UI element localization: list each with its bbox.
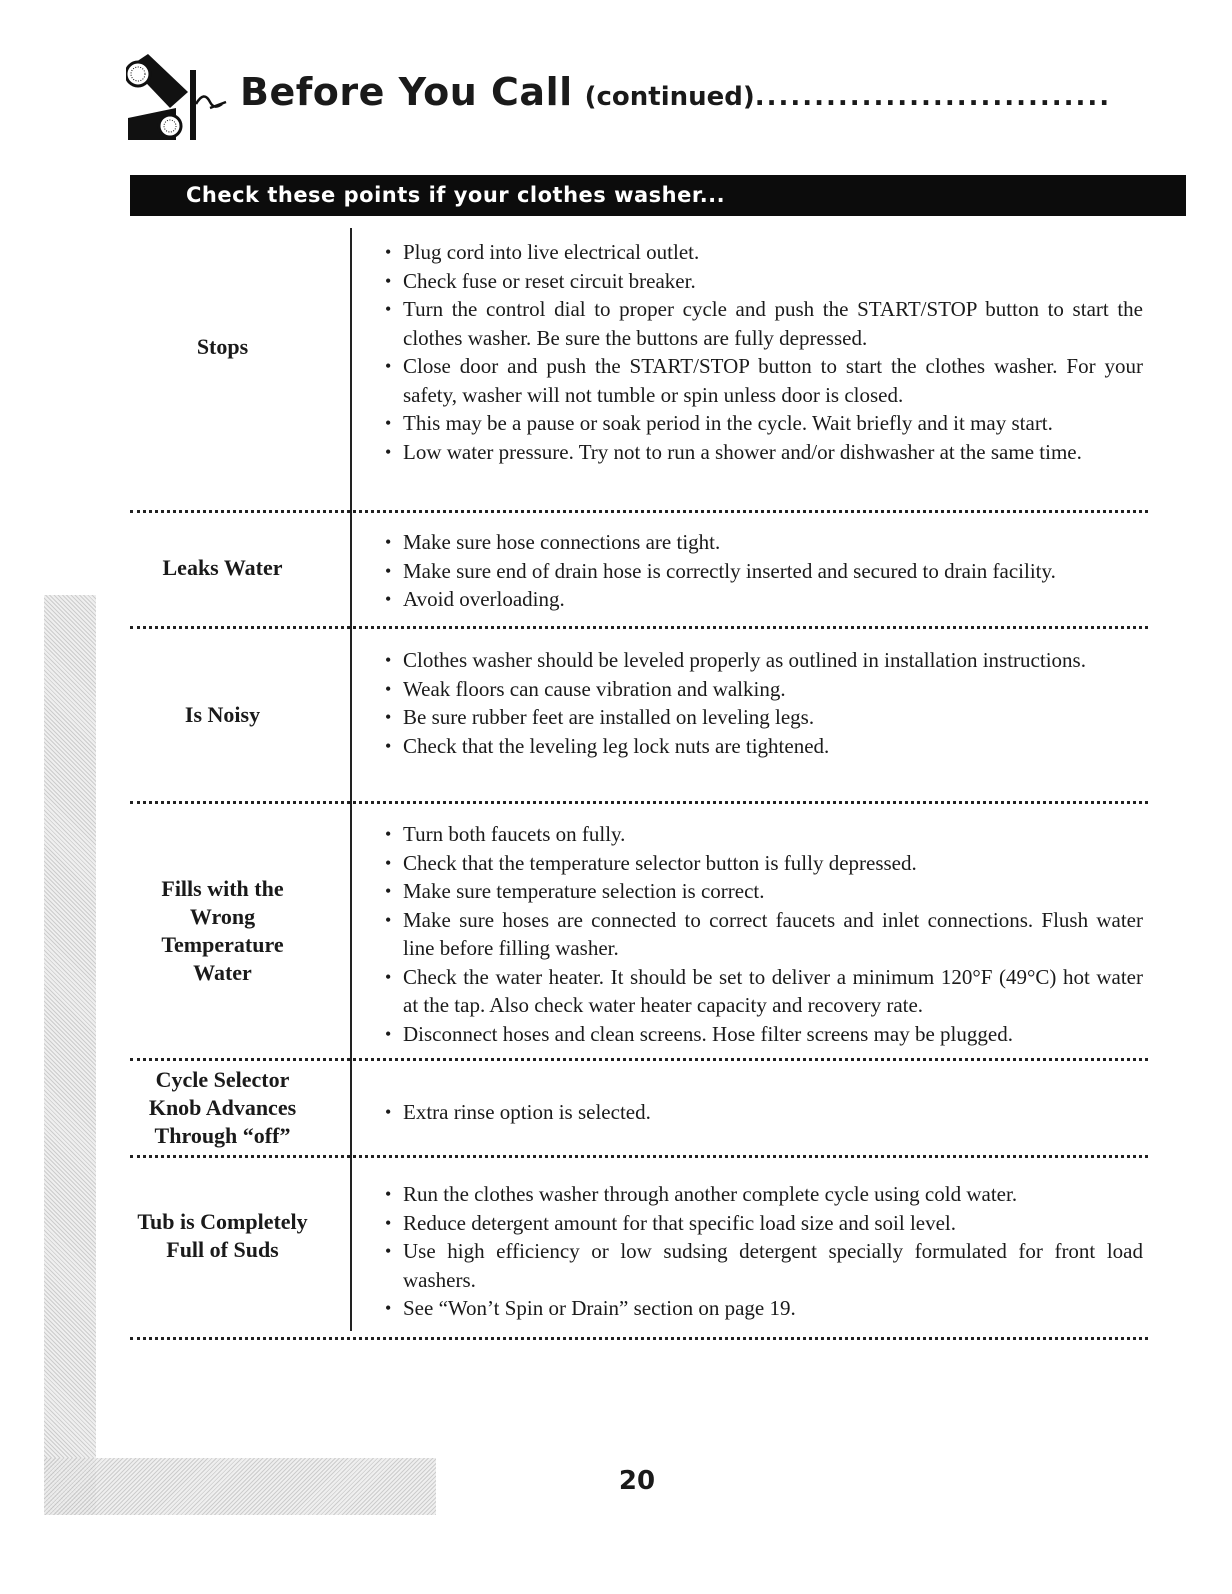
list-item: • Make sure temperature selection is correct. [385,877,1143,906]
solution-list [385,1180,1143,1323]
list-item: • Check the water heater. It should be set to deliver a minimum 120°F (49°C) hot water at the tap. Also check water heater capacity and recovery rate. [385,963,1143,1020]
appliance-logo-icon [126,52,246,144]
list-item: • Check that the leveling leg lock nuts are tightened. [385,732,1143,761]
list-item: • Make sure hoses are connected to correct faucets and inlet connections. Flush water line before filling washer. [385,906,1143,963]
list-item: • Clothes washer should be leveled properly as outlined in installation instructions. [385,646,1143,675]
dotted-separator [130,1337,1148,1340]
title-leader-dots: .............................. [754,82,1112,112]
problem-label: Cycle Selector Knob Advances Through “off” [148,1067,297,1148]
list-item: • Avoid overloading. [385,585,1143,614]
dotted-separator [130,1155,1148,1158]
list-item: • Turn the control dial to proper cycle and push the START/STOP button to start the clothes washer. Be sure the buttons are fully depressed. [385,295,1143,352]
list-item: • This may be a pause or soak period in the cycle. Wait briefly and it may start. [385,409,1143,438]
list-item: • Extra rinse option is selected. [385,1098,1143,1127]
list-item: • Disconnect hoses and clean screens. Hose filter screens may be plugged. [385,1020,1143,1049]
list-item: • Use high efficiency or low sudsing detergent specially formulated for front load washers. [385,1237,1143,1294]
list-item: • Make sure hose connections are tight. [385,528,1143,557]
section-banner: Check these points if your clothes washer... [130,175,1186,216]
solution-list [385,646,1143,760]
problem-label: Is Noisy [184,702,261,727]
page-title: Before You Call [240,70,573,114]
problem-label: Fills with the Wrong Temperature Water [161,876,284,985]
list-item: • Run the clothes washer through another complete cycle using cold water. [385,1180,1143,1209]
list-item: • Weak floors can cause vibration and walking. [385,675,1143,704]
page-number: 20 [618,1466,656,1496]
list-item: • Turn both faucets on fully. [385,820,1143,849]
list-item: • Make sure end of drain hose is correctly inserted and secured to drain facility. [385,557,1143,586]
dotted-separator [130,510,1148,513]
list-item: • Check fuse or reset circuit breaker. [385,267,1143,296]
page-header [240,70,1172,114]
dotted-separator [130,626,1148,629]
dotted-separator [130,801,1148,804]
solution-list [385,528,1143,614]
list-item: • Reduce detergent amount for that specific load size and soil level. [385,1209,1143,1238]
list-item: • Plug cord into live electrical outlet. [385,238,1143,267]
problem-label: Leaks Water [162,555,283,580]
list-item: • Low water pressure. Try not to run a shower and/or dishwasher at the same time. [385,438,1143,467]
solution-list [385,1098,1143,1127]
problem-label: Tub is Completely Full of Suds [137,1209,308,1262]
column-divider [350,228,352,1331]
list-item: • Close door and push the START/STOP button to start the clothes washer. For your safety, washer will not tumble or spin unless door is closed. [385,352,1143,409]
side-halftone-decoration [44,595,96,1515]
solution-list [385,238,1143,466]
dotted-separator [130,1058,1148,1061]
list-item: • Check that the temperature selector button is fully depressed. [385,849,1143,878]
list-item: • See “Won’t Spin or Drain” section on page 19. [385,1294,1143,1323]
list-item: • Be sure rubber feet are installed on leveling legs. [385,703,1143,732]
solution-list [385,820,1143,1048]
problem-label: Stops [196,334,249,359]
page-title-continued: (continued) [584,82,755,112]
